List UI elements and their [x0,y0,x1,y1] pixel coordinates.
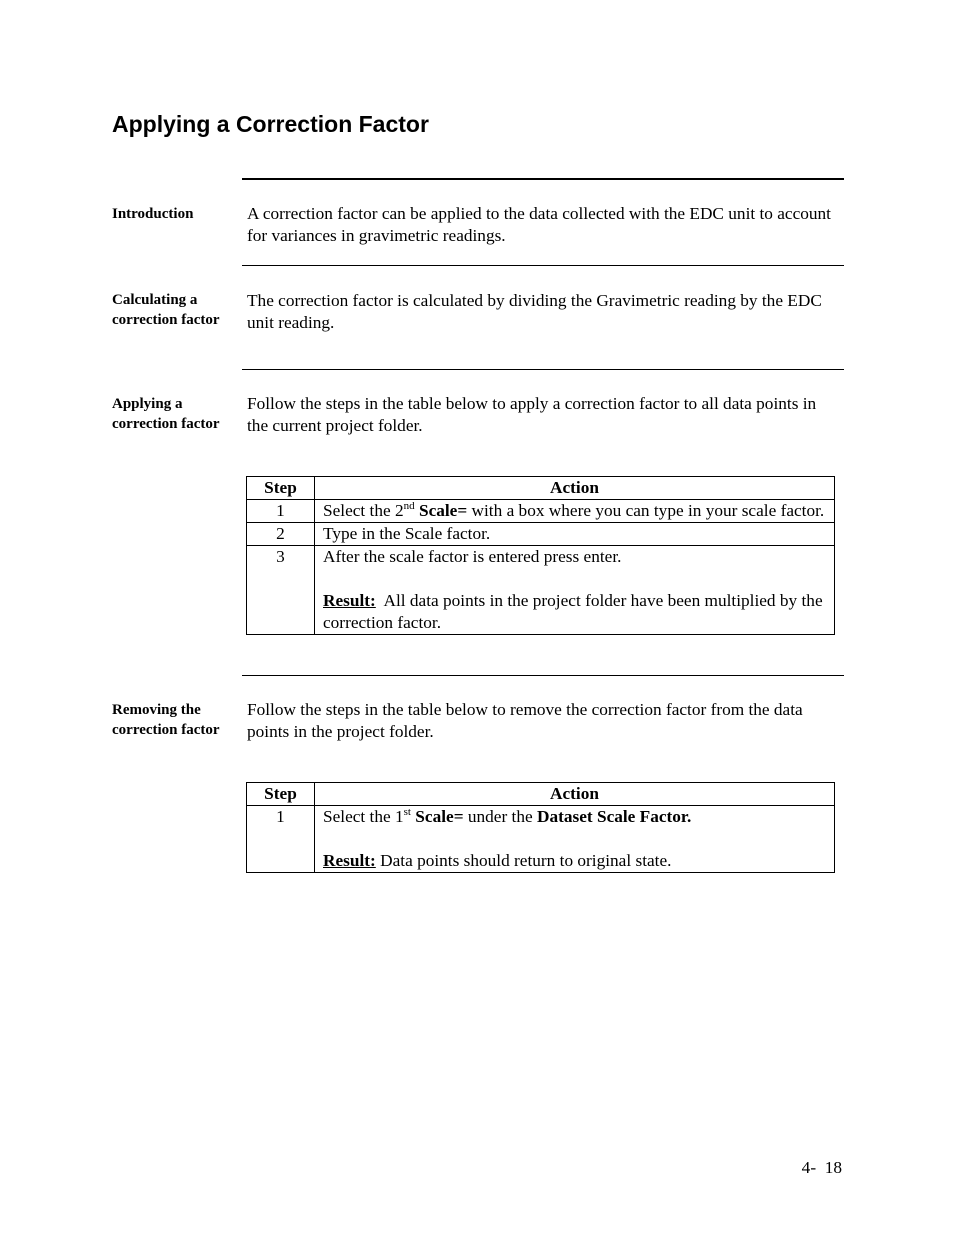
result-label: Result: [323,851,376,870]
page-title: Applying a Correction Factor [112,111,429,137]
step-action: After the scale factor is entered press enter. Result: All data points in the project folder have been multiplied by the correction factor. [315,546,835,635]
step-column-header: Step [247,477,315,500]
page-number: 4- 18 [801,1158,842,1177]
section-label-applying: Applying a correction factor [112,396,220,432]
removing-text: Follow the steps in the table below to remove the correction factor from the data points in the project folder. [247,700,803,741]
result-label: Result: [323,591,376,610]
remove-steps-table [246,782,835,873]
table-header-row [247,783,835,806]
section-label-introduction: Introduction [112,206,194,222]
step-action: Select the 1st Scale= under the Dataset Scale Factor. Result: Data points should return to original state. [315,806,835,873]
applying-text: Follow the steps in the table below to apply a correction factor to all data points in the current project folder. [247,394,817,435]
section-divider [242,178,844,180]
step-action: Type in the Scale factor. [315,523,835,546]
action-column-header: Action [315,783,835,806]
table-row [247,546,835,635]
step-column-header: Step [247,783,315,806]
section-divider [242,265,844,266]
step-number: 1 [247,806,315,873]
calculating-text: The correction factor is calculated by dividing the Gravimetric reading by the EDC unit reading. [247,291,822,332]
section-label-calculating: Calculating a correction factor [112,292,220,328]
apply-steps-table [246,476,835,635]
section-divider [242,675,844,676]
introduction-text: A correction factor can be applied to the data collected with the EDC unit to account for variances in gravimetric readings. [247,204,831,245]
section-label-removing: Removing the correction factor [112,702,220,738]
step-number: 1 [247,500,315,523]
table-header-row [247,477,835,500]
table-row [247,523,835,546]
step-number: 2 [247,523,315,546]
action-column-header: Action [315,477,835,500]
step-number: 3 [247,546,315,635]
step-action: Select the 2nd Scale= with a box where you can type in your scale factor. [315,500,835,523]
table-row [247,806,835,873]
table-row [247,500,835,523]
section-divider [242,369,844,370]
